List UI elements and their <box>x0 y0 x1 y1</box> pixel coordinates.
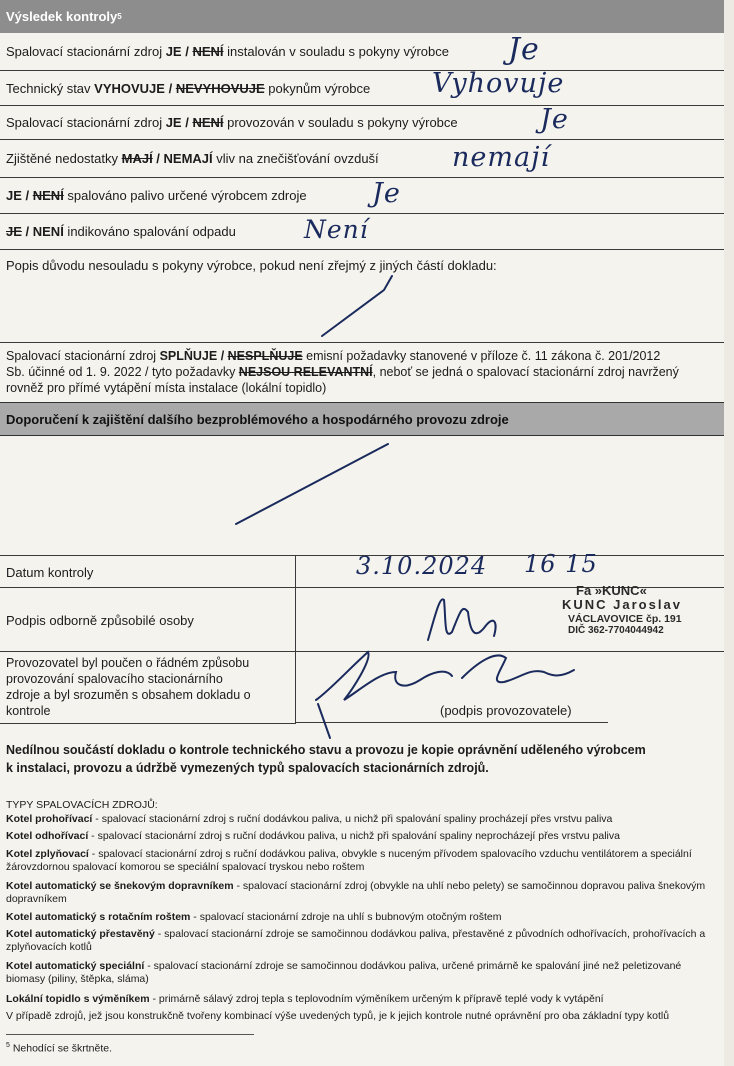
result-title-footnote-mark: 5 <box>117 12 122 21</box>
types-title: TYPY SPALOVACÍCH ZDROJŮ: <box>6 799 158 811</box>
recommendation-box <box>0 436 724 556</box>
row-text: Technický stav VYHOVUJE / NEVYHOVUJE pokynům výrobce <box>6 80 371 96</box>
handwritten-answer-waste: Není <box>304 215 369 244</box>
type-item-zplynovaci: Kotel zplyňovací - spalovací stacionární zdroj s ruční dodávkou paliva, obvykle s nuceným přívodem spalovacího vzduchu ventilátorem a speciální žárovzdornou spalovací komorou se speciální spalovací tryskou nebo roštem <box>6 848 692 873</box>
type-item-lokalni-topidlo: Lokální topidlo s výměníkem - primárně sálavý zdroj tepla s teplovodním výměníkem určeným k přípravě teplé vody k vytápění <box>6 993 604 1005</box>
type-item-specialni: Kotel automatický speciální - spalovací stacionární zdroje se samočinnou dodávkou paliva, určené primárně ke spalování jiné než peletizované biomasy (piliny, štěpka, sláma) <box>6 960 682 985</box>
row-text: Spalovací stacionární zdroj JE / NENÍ provozován v souladu s pokyny výrobce <box>6 115 458 130</box>
nonconformity-description-box <box>0 250 724 342</box>
company-stamp-line4: DIČ 362-7704044942 <box>568 625 664 636</box>
mandatory-copy-note: Nedílnou součástí dokladu o kontrole technického stavu a provozu je kopie oprávnění uděleného výrobcem k instalaci, provozu a údržbě vymezených typů spalovacích stacionárních zdrojů. <box>6 743 646 775</box>
footnote-separator <box>6 1034 254 1035</box>
result-header <box>0 0 724 33</box>
handwritten-answer-technical-state: Vyhovuje <box>432 68 565 99</box>
company-stamp-line3: VÁCLAVOVICE čp. 191 <box>568 613 682 625</box>
handwritten-answer-fuel: Je <box>372 178 401 209</box>
result-row-installed <box>0 33 724 71</box>
handwritten-date: 3.10.2024 <box>356 552 488 580</box>
row-text: JE / NENÍ indikováno spalování odpadu <box>6 224 236 239</box>
result-title: Výsledek kontroly <box>6 9 118 24</box>
date-label: Datum kontroly <box>0 556 296 588</box>
type-item-snekovy: Kotel automatický se šnekovým dopravníkem - spalovací stacionární zdroj (obvykle na uhlí nebo pelety) se samočinnou dopravou paliva šnekovým dopravníkem <box>6 880 706 905</box>
row-text: JE / NENÍ spalováno palivo určené výrobcem zdroje <box>6 188 307 203</box>
emission-requirements-box <box>0 342 724 402</box>
type-item-prestaveny: Kotel automatický přestavěný - spalovací stacionární zdroje se samočinnou dodávkou paliva, přestavěné z původních odhořívacích, prohořívacích a zplyňovacích kotlů <box>6 928 706 953</box>
row-text: Spalovací stacionární zdroj JE / NENÍ instalován v souladu s pokyny výrobce <box>6 44 449 59</box>
nonconformity-label: Popis důvodu nesouladu s pokyny výrobce, pokud není zřejmý z jiných částí dokladu: <box>6 258 497 273</box>
result-row-deficiencies <box>0 140 724 178</box>
result-row-fuel <box>0 178 724 214</box>
company-stamp-line1: Fa »KUNC« <box>576 583 647 598</box>
handwritten-time: 16 15 <box>524 550 598 578</box>
operator-signature-caption: (podpis provozovatele) <box>440 703 572 718</box>
handwritten-answer-deficiencies: nemají <box>452 142 551 173</box>
operator-signature-line <box>296 722 608 723</box>
handwritten-answer-operated: Je <box>540 104 569 135</box>
result-row-technical-state <box>0 71 724 106</box>
result-row-operated <box>0 106 724 140</box>
emission-text: Spalovací stacionární zdroj SPLŇUJE / NESPLŇUJE emisní požadavky stanovené v příloze č. 11 zákona č. 201/2012 Sb. účinné od 1. 9. 2022 / tyto požadavky NEJSOU RELEVANTNÍ, neboť se jedná o spalovací stacionární zdroj navržený rovněž pro přímé vytápění místa instalace (lokální topidlo) <box>6 349 679 395</box>
type-item-rotacni: Kotel automatický s rotačním roštem - spalovací stacionární zdroje na uhlí s bubnovým otočným roštem <box>6 911 502 923</box>
operator-instruction-label: Provozovatel byl poučen o řádném způsobu provozování spalovacího stacionárního zdroje a byl srozuměn s obsahem dokladu o kontrole <box>0 652 296 724</box>
row-text: Zjištěné nedostatky MAJÍ / NEMAJÍ vliv na znečišťování ovzduší <box>6 151 379 166</box>
type-item-kombinace-note: V případě zdrojů, jež jsou konstrukčně tvořeny kombinací výše uvedených typů, je k jejich kontrole nutné oprávnění pro oba základní typy kotlů <box>6 1010 670 1022</box>
type-item-odhorivaci: Kotel odhořívací - spalovací stacionární zdroj s ruční dodávkou paliva, u nichž při spalování spaliny neprocházejí přes vrstvu paliva <box>6 830 620 842</box>
handwritten-answer-installed: Je <box>508 32 540 67</box>
recommendation-header: Doporučení k zajištění dalšího bezproblémového a hospodárného provozu zdroje <box>0 402 724 436</box>
type-item-prohorivaci: Kotel prohořívací - spalovací stacionární zdroj s ruční dodávkou paliva, u nichž při spalování spaliny procházejí přes vrstvu paliva <box>6 813 613 825</box>
operator-row <box>0 652 724 724</box>
inspector-signature-label: Podpis odborně způsobilé osoby <box>0 588 296 652</box>
company-stamp-line2: KUNC Jaroslav <box>562 597 682 612</box>
footnote: $^5$ Nehodící se škrtněte. <box>6 1042 113 1055</box>
